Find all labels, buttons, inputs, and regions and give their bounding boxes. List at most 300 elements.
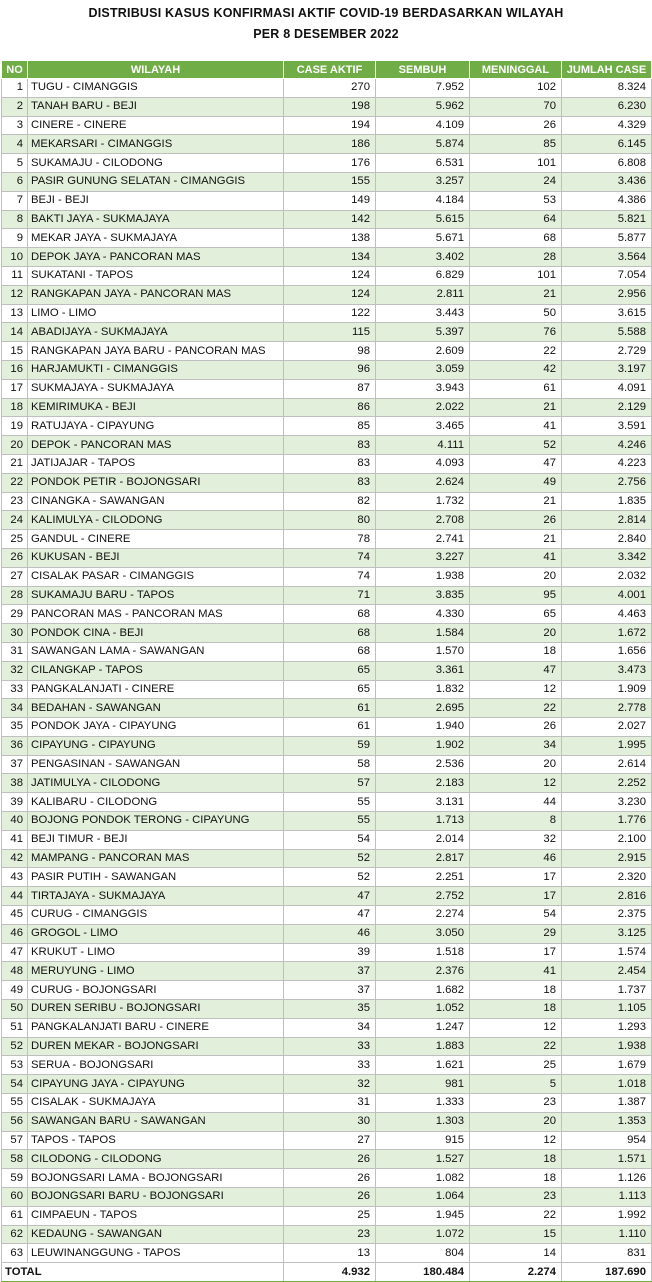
table-row: [2, 285, 652, 304]
cell-meninggal: 22: [470, 1206, 562, 1225]
table-row: [2, 116, 652, 135]
cell-sembuh: 5.962: [376, 97, 470, 116]
cell-meninggal: 102: [470, 79, 562, 98]
table-row: [2, 154, 652, 173]
cell-meninggal: 101: [470, 154, 562, 173]
cell-jumlah-case: 7.054: [562, 266, 652, 285]
cell-jumlah-case: 2.454: [562, 962, 652, 981]
cell-sembuh: 2.022: [376, 398, 470, 417]
cell-meninggal: 47: [470, 661, 562, 680]
cell-no: 14: [2, 323, 28, 342]
cell-jumlah-case: 3.342: [562, 548, 652, 567]
cell-meninggal: 23: [470, 1188, 562, 1207]
cell-sembuh: 2.624: [376, 473, 470, 492]
cell-meninggal: 12: [470, 1018, 562, 1037]
cell-meninggal: 50: [470, 304, 562, 323]
cell-sembuh: 3.227: [376, 548, 470, 567]
table-row: [2, 530, 652, 549]
table-row: [2, 680, 652, 699]
table-row: [2, 642, 652, 661]
table-row: [2, 1150, 652, 1169]
cell-no: 58: [2, 1150, 28, 1169]
cell-no: 53: [2, 1056, 28, 1075]
cell-no: 18: [2, 398, 28, 417]
cell-jumlah-case: 1.105: [562, 1000, 652, 1019]
cell-wilayah: BOJONG PONDOK TERONG - CIPAYUNG: [28, 812, 284, 831]
cell-wilayah: TIRTAJAYA - SUKMAJAYA: [28, 887, 284, 906]
cell-case-aktif: 86: [284, 398, 376, 417]
cell-meninggal: 54: [470, 906, 562, 925]
cell-meninggal: 52: [470, 436, 562, 455]
cell-no: 22: [2, 473, 28, 492]
cell-wilayah: BEJI - BEJI: [28, 191, 284, 210]
cell-case-aktif: 26: [284, 1169, 376, 1188]
table-row: [2, 473, 652, 492]
cell-meninggal: 29: [470, 924, 562, 943]
cell-jumlah-case: 4.091: [562, 379, 652, 398]
cell-meninggal: 101: [470, 266, 562, 285]
cell-meninggal: 61: [470, 379, 562, 398]
cell-jumlah-case: 3.125: [562, 924, 652, 943]
cell-sembuh: 1.621: [376, 1056, 470, 1075]
cell-sembuh: 2.274: [376, 906, 470, 925]
cell-no: 39: [2, 793, 28, 812]
cell-case-aktif: 23: [284, 1225, 376, 1244]
cell-case-aktif: 83: [284, 454, 376, 473]
cell-sembuh: 1.064: [376, 1188, 470, 1207]
cell-meninggal: 18: [470, 642, 562, 661]
cell-no: 8: [2, 210, 28, 229]
cell-meninggal: 70: [470, 97, 562, 116]
cell-wilayah: DEPOK JAYA - PANCORAN MAS: [28, 248, 284, 267]
header-sembuh: SEMBUH: [376, 61, 470, 79]
cell-meninggal: 42: [470, 360, 562, 379]
table-row: [2, 79, 652, 98]
cell-sembuh: 5.671: [376, 229, 470, 248]
table-row: [2, 511, 652, 530]
cell-case-aktif: 59: [284, 736, 376, 755]
total-sembuh: 180.484: [376, 1263, 470, 1282]
cell-jumlah-case: 1.909: [562, 680, 652, 699]
cell-wilayah: PANCORAN MAS - PANCORAN MAS: [28, 605, 284, 624]
table-row: [2, 812, 652, 831]
cell-case-aktif: 55: [284, 812, 376, 831]
cell-case-aktif: 68: [284, 605, 376, 624]
cell-meninggal: 28: [470, 248, 562, 267]
cell-wilayah: CILANGKAP - TAPOS: [28, 661, 284, 680]
cell-sembuh: 1.052: [376, 1000, 470, 1019]
cell-no: 12: [2, 285, 28, 304]
cell-no: 26: [2, 548, 28, 567]
table-row: [2, 1094, 652, 1113]
cell-jumlah-case: 1.995: [562, 736, 652, 755]
cell-meninggal: 47: [470, 454, 562, 473]
cell-jumlah-case: 2.756: [562, 473, 652, 492]
table-row: [2, 849, 652, 868]
table-row: [2, 943, 652, 962]
cell-meninggal: 23: [470, 1094, 562, 1113]
cell-jumlah-case: 1.574: [562, 943, 652, 962]
cell-meninggal: 14: [470, 1244, 562, 1263]
cell-case-aktif: 68: [284, 624, 376, 643]
cell-jumlah-case: 3.615: [562, 304, 652, 323]
cell-no: 29: [2, 605, 28, 624]
cell-no: 10: [2, 248, 28, 267]
cell-wilayah: KEMIRIMUKA - BEJI: [28, 398, 284, 417]
table-row: [2, 229, 652, 248]
cell-wilayah: SUKAMAJU - CILODONG: [28, 154, 284, 173]
cell-sembuh: 4.109: [376, 116, 470, 135]
table-row: [2, 454, 652, 473]
cell-wilayah: PENGASINAN - SAWANGAN: [28, 755, 284, 774]
cell-jumlah-case: 1.110: [562, 1225, 652, 1244]
cell-sembuh: 2.741: [376, 530, 470, 549]
header-case-aktif: CASE AKTIF: [284, 61, 376, 79]
cell-meninggal: 41: [470, 962, 562, 981]
cell-case-aktif: 142: [284, 210, 376, 229]
cell-wilayah: RATUJAYA - CIPAYUNG: [28, 417, 284, 436]
cell-sembuh: 4.093: [376, 454, 470, 473]
table-header-row: [2, 61, 652, 79]
cell-no: 38: [2, 774, 28, 793]
cell-meninggal: 26: [470, 718, 562, 737]
cell-meninggal: 12: [470, 1131, 562, 1150]
cell-case-aktif: 134: [284, 248, 376, 267]
cell-case-aktif: 98: [284, 342, 376, 361]
cell-sembuh: 3.402: [376, 248, 470, 267]
cell-meninggal: 20: [470, 755, 562, 774]
cell-wilayah: CILODONG - CILODONG: [28, 1150, 284, 1169]
cell-no: 45: [2, 906, 28, 925]
table-row: [2, 1225, 652, 1244]
cell-no: 60: [2, 1188, 28, 1207]
cell-case-aktif: 65: [284, 680, 376, 699]
cell-wilayah: TAPOS - TAPOS: [28, 1131, 284, 1150]
table-row: [2, 962, 652, 981]
cell-wilayah: SAWANGAN LAMA - SAWANGAN: [28, 642, 284, 661]
table-row: [2, 699, 652, 718]
cell-jumlah-case: 5.877: [562, 229, 652, 248]
table-body: [2, 79, 652, 1263]
cell-jumlah-case: 1.737: [562, 981, 652, 1000]
cell-sembuh: 2.376: [376, 962, 470, 981]
cell-case-aktif: 74: [284, 567, 376, 586]
cell-no: 4: [2, 135, 28, 154]
table-row: [2, 1206, 652, 1225]
cell-no: 51: [2, 1018, 28, 1037]
total-jumlah-case: 187.690: [562, 1263, 652, 1282]
table-row: [2, 774, 652, 793]
total-label: TOTAL: [2, 1263, 284, 1282]
cell-wilayah: JATIJAJAR - TAPOS: [28, 454, 284, 473]
cell-jumlah-case: 1.938: [562, 1037, 652, 1056]
cell-jumlah-case: 2.778: [562, 699, 652, 718]
cell-wilayah: PONDOK PETIR - BOJONGSARI: [28, 473, 284, 492]
cell-meninggal: 18: [470, 1150, 562, 1169]
title-block: [0, 0, 652, 60]
cell-meninggal: 8: [470, 812, 562, 831]
table-row: [2, 135, 652, 154]
cell-case-aktif: 26: [284, 1150, 376, 1169]
table-row: [2, 1188, 652, 1207]
cell-wilayah: CURUG - CIMANGGIS: [28, 906, 284, 925]
cell-sembuh: 1.902: [376, 736, 470, 755]
header-jumlah-case: JUMLAH CASE: [562, 61, 652, 79]
cell-meninggal: 53: [470, 191, 562, 210]
cell-wilayah: PONDOK JAYA - CIPAYUNG: [28, 718, 284, 737]
cell-jumlah-case: 4.001: [562, 586, 652, 605]
cell-no: 35: [2, 718, 28, 737]
cell-no: 63: [2, 1244, 28, 1263]
table-row: [2, 1037, 652, 1056]
cell-no: 3: [2, 116, 28, 135]
cell-jumlah-case: 3.436: [562, 172, 652, 191]
cell-case-aktif: 138: [284, 229, 376, 248]
cell-wilayah: SUKMAJAYA - SUKMAJAYA: [28, 379, 284, 398]
cell-case-aktif: 74: [284, 548, 376, 567]
page-title: DISTRIBUSI KASUS KONFIRMASI AKTIF COVID-19 BERDASARKAN WILAYAH: [88, 6, 564, 20]
cell-meninggal: 17: [470, 868, 562, 887]
cell-no: 23: [2, 492, 28, 511]
cell-case-aktif: 39: [284, 943, 376, 962]
cell-wilayah: CINANGKA - SAWANGAN: [28, 492, 284, 511]
table-row: [2, 248, 652, 267]
cell-sembuh: 3.257: [376, 172, 470, 191]
cell-case-aktif: 58: [284, 755, 376, 774]
table-row: [2, 1169, 652, 1188]
cell-no: 31: [2, 642, 28, 661]
cell-case-aktif: 13: [284, 1244, 376, 1263]
cell-meninggal: 44: [470, 793, 562, 812]
cell-jumlah-case: 3.197: [562, 360, 652, 379]
cell-case-aktif: 115: [284, 323, 376, 342]
cell-case-aktif: 30: [284, 1112, 376, 1131]
cell-jumlah-case: 1.835: [562, 492, 652, 511]
table-row: [2, 624, 652, 643]
cell-no: 59: [2, 1169, 28, 1188]
cell-no: 34: [2, 699, 28, 718]
cell-wilayah: PONDOK CINA - BEJI: [28, 624, 284, 643]
cell-case-aktif: 26: [284, 1188, 376, 1207]
cell-case-aktif: 57: [284, 774, 376, 793]
cell-no: 28: [2, 586, 28, 605]
cell-no: 15: [2, 342, 28, 361]
cell-jumlah-case: 1.293: [562, 1018, 652, 1037]
cell-wilayah: BOJONGSARI LAMA - BOJONGSARI: [28, 1169, 284, 1188]
cell-jumlah-case: 1.126: [562, 1169, 652, 1188]
cell-meninggal: 26: [470, 116, 562, 135]
cell-jumlah-case: 3.564: [562, 248, 652, 267]
cell-case-aktif: 83: [284, 436, 376, 455]
table-row: [2, 360, 652, 379]
cell-sembuh: 3.943: [376, 379, 470, 398]
cell-wilayah: SUKAMAJU BARU - TAPOS: [28, 586, 284, 605]
cell-sembuh: 1.713: [376, 812, 470, 831]
table-row: [2, 1056, 652, 1075]
cell-case-aktif: 85: [284, 417, 376, 436]
cell-jumlah-case: 4.329: [562, 116, 652, 135]
case-table: [1, 60, 652, 1282]
cell-sembuh: 3.059: [376, 360, 470, 379]
cell-jumlah-case: 2.129: [562, 398, 652, 417]
cell-jumlah-case: 831: [562, 1244, 652, 1263]
cell-sembuh: 1.945: [376, 1206, 470, 1225]
cell-sembuh: 1.570: [376, 642, 470, 661]
cell-jumlah-case: 2.840: [562, 530, 652, 549]
cell-sembuh: 5.397: [376, 323, 470, 342]
cell-wilayah: GANDUL - CINERE: [28, 530, 284, 549]
cell-wilayah: LIMO - LIMO: [28, 304, 284, 323]
cell-sembuh: 2.014: [376, 830, 470, 849]
cell-case-aktif: 80: [284, 511, 376, 530]
cell-case-aktif: 78: [284, 530, 376, 549]
cell-wilayah: KALIBARU - CILODONG: [28, 793, 284, 812]
cell-jumlah-case: 954: [562, 1131, 652, 1150]
cell-no: 6: [2, 172, 28, 191]
cell-wilayah: MEKAR JAYA - SUKMAJAYA: [28, 229, 284, 248]
cell-sembuh: 3.465: [376, 417, 470, 436]
cell-case-aktif: 54: [284, 830, 376, 849]
cell-meninggal: 20: [470, 1112, 562, 1131]
cell-no: 17: [2, 379, 28, 398]
cell-wilayah: DUREN SERIBU - BOJONGSARI: [28, 1000, 284, 1019]
cell-meninggal: 85: [470, 135, 562, 154]
cell-no: 33: [2, 680, 28, 699]
cell-sembuh: 4.330: [376, 605, 470, 624]
cell-sembuh: 2.183: [376, 774, 470, 793]
table-row: [2, 906, 652, 925]
cell-no: 2: [2, 97, 28, 116]
table-row: [2, 718, 652, 737]
cell-no: 5: [2, 154, 28, 173]
cell-wilayah: RANGKAPAN JAYA BARU - PANCORAN MAS: [28, 342, 284, 361]
cell-case-aktif: 83: [284, 473, 376, 492]
table-row: [2, 323, 652, 342]
cell-wilayah: TANAH BARU - BEJI: [28, 97, 284, 116]
cell-meninggal: 64: [470, 210, 562, 229]
cell-wilayah: TUGU - CIMANGGIS: [28, 79, 284, 98]
cell-meninggal: 21: [470, 492, 562, 511]
table-row: [2, 830, 652, 849]
cell-case-aktif: 122: [284, 304, 376, 323]
cell-jumlah-case: 1.353: [562, 1112, 652, 1131]
cell-meninggal: 41: [470, 417, 562, 436]
cell-sembuh: 1.333: [376, 1094, 470, 1113]
cell-sembuh: 1.584: [376, 624, 470, 643]
table-row: [2, 981, 652, 1000]
cell-no: 54: [2, 1075, 28, 1094]
cell-wilayah: MAMPANG - PANCORAN MAS: [28, 849, 284, 868]
cell-wilayah: PANGKALANJATI BARU - CINERE: [28, 1018, 284, 1037]
cell-case-aktif: 96: [284, 360, 376, 379]
cell-case-aktif: 35: [284, 1000, 376, 1019]
cell-sembuh: 1.682: [376, 981, 470, 1000]
cell-no: 21: [2, 454, 28, 473]
header-meninggal: MENINGGAL: [470, 61, 562, 79]
cell-no: 9: [2, 229, 28, 248]
cell-no: 50: [2, 1000, 28, 1019]
cell-jumlah-case: 1.387: [562, 1094, 652, 1113]
cell-no: 40: [2, 812, 28, 831]
cell-wilayah: JATIMULYA - CILODONG: [28, 774, 284, 793]
cell-case-aktif: 37: [284, 981, 376, 1000]
cell-jumlah-case: 1.776: [562, 812, 652, 831]
cell-no: 20: [2, 436, 28, 455]
cell-jumlah-case: 2.614: [562, 755, 652, 774]
cell-meninggal: 24: [470, 172, 562, 191]
cell-sembuh: 1.527: [376, 1150, 470, 1169]
cell-jumlah-case: 4.223: [562, 454, 652, 473]
cell-sembuh: 981: [376, 1075, 470, 1094]
cell-wilayah: SUKATANI - TAPOS: [28, 266, 284, 285]
cell-wilayah: CISALAK - SUKMAJAYA: [28, 1094, 284, 1113]
cell-meninggal: 22: [470, 342, 562, 361]
cell-sembuh: 1.518: [376, 943, 470, 962]
cell-wilayah: SERUA - BOJONGSARI: [28, 1056, 284, 1075]
cell-case-aktif: 25: [284, 1206, 376, 1225]
cell-jumlah-case: 6.230: [562, 97, 652, 116]
table-row: [2, 191, 652, 210]
cell-no: 41: [2, 830, 28, 849]
cell-no: 36: [2, 736, 28, 755]
cell-meninggal: 41: [470, 548, 562, 567]
cell-meninggal: 12: [470, 680, 562, 699]
cell-meninggal: 95: [470, 586, 562, 605]
cell-case-aktif: 71: [284, 586, 376, 605]
cell-case-aktif: 270: [284, 79, 376, 98]
cell-no: 7: [2, 191, 28, 210]
cell-meninggal: 20: [470, 624, 562, 643]
cell-no: 62: [2, 1225, 28, 1244]
cell-jumlah-case: 1.679: [562, 1056, 652, 1075]
cell-wilayah: MERUYUNG - LIMO: [28, 962, 284, 981]
cell-sembuh: 1.938: [376, 567, 470, 586]
cell-meninggal: 5: [470, 1075, 562, 1094]
cell-sembuh: 2.817: [376, 849, 470, 868]
cell-wilayah: SAWANGAN BARU - SAWANGAN: [28, 1112, 284, 1131]
total-meninggal: 2.274: [470, 1263, 562, 1282]
table-row: [2, 661, 652, 680]
cell-meninggal: 65: [470, 605, 562, 624]
cell-jumlah-case: 1.018: [562, 1075, 652, 1094]
cell-case-aktif: 61: [284, 718, 376, 737]
cell-jumlah-case: 2.729: [562, 342, 652, 361]
cell-wilayah: LEUWINANGGUNG - TAPOS: [28, 1244, 284, 1263]
cell-jumlah-case: 5.821: [562, 210, 652, 229]
table-row: [2, 492, 652, 511]
cell-sembuh: 2.609: [376, 342, 470, 361]
cell-jumlah-case: 2.375: [562, 906, 652, 925]
cell-case-aktif: 46: [284, 924, 376, 943]
cell-jumlah-case: 1.672: [562, 624, 652, 643]
cell-sembuh: 6.829: [376, 266, 470, 285]
cell-no: 56: [2, 1112, 28, 1131]
cell-meninggal: 18: [470, 1169, 562, 1188]
cell-jumlah-case: 1.992: [562, 1206, 652, 1225]
cell-sembuh: 1.832: [376, 680, 470, 699]
cell-sembuh: 3.835: [376, 586, 470, 605]
cell-wilayah: CIPAYUNG JAYA - CIPAYUNG: [28, 1075, 284, 1094]
cell-case-aktif: 27: [284, 1131, 376, 1150]
cell-wilayah: ABADIJAYA - SUKMAJAYA: [28, 323, 284, 342]
cell-sembuh: 1.732: [376, 492, 470, 511]
cell-jumlah-case: 3.473: [562, 661, 652, 680]
cell-meninggal: 18: [470, 981, 562, 1000]
cell-wilayah: HARJAMUKTI - CIMANGGIS: [28, 360, 284, 379]
table-row: [2, 1075, 652, 1094]
cell-jumlah-case: 4.246: [562, 436, 652, 455]
table-row: [2, 210, 652, 229]
